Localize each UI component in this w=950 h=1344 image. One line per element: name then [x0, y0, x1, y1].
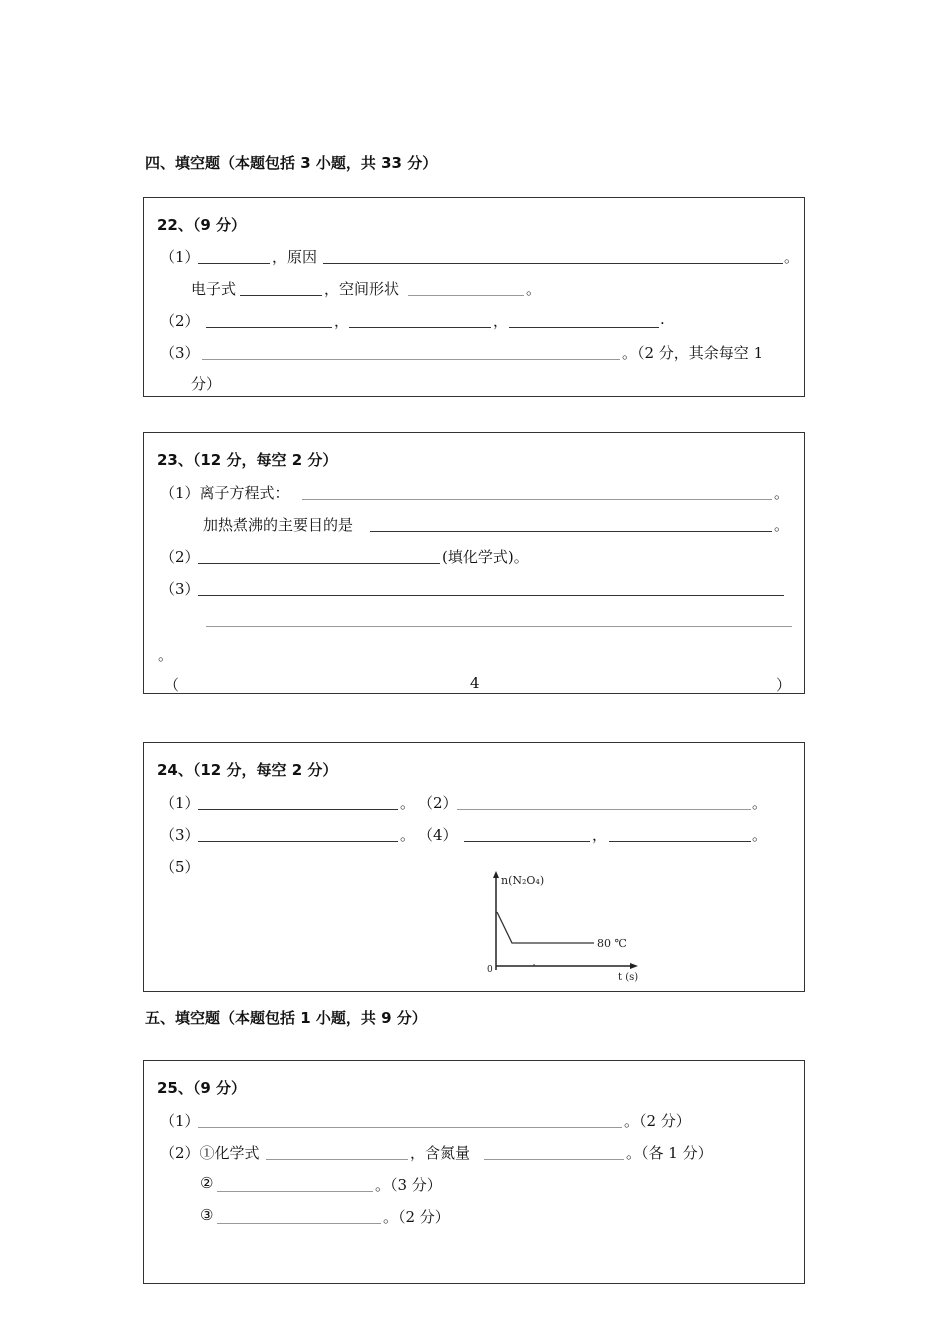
graph-curve-label: 80 ℃	[597, 937, 627, 950]
q25-p2b-end: 。（3 分）	[375, 1176, 442, 1194]
q22-p2-sep1: ，	[334, 312, 350, 330]
q24-p2-blank[interactable]	[457, 809, 751, 810]
q22-p1b-label: 电子式	[191, 280, 237, 298]
graph-origin: 0	[487, 965, 493, 975]
q23-p3-blank-a[interactable]	[198, 595, 784, 596]
q22-p3-blank[interactable]	[202, 359, 620, 360]
q23-p1b-blank[interactable]	[370, 531, 772, 532]
q22-p1b-blank-b[interactable]	[408, 295, 524, 296]
graph-y-label: n(N₂O₄)	[501, 874, 545, 887]
q22-p2-label: （2）	[160, 312, 200, 330]
section-4-title: 四、填空题（本题包括 3 小题，共 33 分）	[145, 154, 438, 172]
q22-p2-blank-b[interactable]	[349, 327, 491, 328]
q25-p2c-end: 。（2 分）	[383, 1208, 450, 1226]
q24-p3-label: （3）	[160, 826, 200, 844]
section-5-title: 五、填空题（本题包括 1 小题，共 9 分）	[145, 1009, 427, 1027]
q25-p2c-blank[interactable]	[217, 1223, 381, 1224]
q23-p2-blank[interactable]	[198, 563, 440, 564]
q23-p2-label: （2）	[160, 548, 200, 566]
q25-p1-blank[interactable]	[198, 1127, 622, 1128]
q25-p2-label: （2）①化学式	[160, 1144, 260, 1162]
q25-p1-end: 。（2 分）	[624, 1112, 691, 1130]
q25-p2b-label: ②	[200, 1174, 214, 1192]
q25-p2-blank-b[interactable]	[484, 1159, 624, 1160]
q22-p1-label: （1）	[160, 248, 200, 266]
q22-p1b-end: 。	[526, 280, 542, 298]
q24-p2-label: （2）	[418, 794, 458, 812]
q23-foot-right: ）	[776, 676, 792, 694]
q22-p2-blank-a[interactable]	[206, 327, 332, 328]
q24-p4-label: （4）	[418, 826, 458, 844]
q25-header: 25、（9 分）	[157, 1079, 247, 1097]
q24-p4-blank-b[interactable]	[609, 841, 751, 842]
q22-p2-end: .	[660, 310, 665, 328]
q22-p3-end: 。（2 分，其余每空 1	[622, 344, 764, 362]
q23-p2-end: (填化学式)。	[442, 548, 529, 566]
q25-p2-mid: ，含氮量	[410, 1144, 471, 1162]
q23-header: 23、（12 分，每空 2 分）	[157, 451, 338, 469]
q24-header: 24、（12 分，每空 2 分）	[157, 761, 338, 779]
q24-p2-end: 。	[752, 794, 768, 812]
q23-p1-blank[interactable]	[302, 499, 772, 500]
q23-p1-label: （1）离子方程式：	[160, 484, 290, 502]
q23-p3-blank-b[interactable]	[206, 626, 792, 627]
q23-foot-mid: 4	[470, 674, 480, 692]
q23-p1-end: 。	[774, 484, 790, 502]
q22-p1b-blank-a[interactable]	[240, 295, 322, 296]
q22-p1-mid: ，原因	[272, 248, 318, 266]
n2o4-curve	[497, 912, 594, 943]
graph-x-label: t (s)	[618, 972, 639, 982]
x-axis-arrow-icon	[630, 963, 638, 969]
y-axis-arrow-icon	[493, 871, 499, 878]
n-n2o4-vs-time-graph	[484, 870, 644, 982]
q23-end-mark: 。	[158, 646, 174, 664]
q25-p2b-blank[interactable]	[217, 1191, 373, 1192]
q23-p1b-label: 加热煮沸的主要目的是	[203, 516, 354, 534]
q25-p2-blank-a[interactable]	[266, 1159, 408, 1160]
q22-header: 22、（9 分）	[157, 216, 247, 234]
q25-p2-end: 。（各 1 分）	[626, 1144, 713, 1162]
q24-p4-sep: ，	[592, 826, 608, 844]
q24-p3-end: 。	[400, 826, 416, 844]
q24-p4-end: 。	[752, 826, 768, 844]
q22-p3-cont: 分）	[191, 375, 222, 393]
q23-p3-label: （3）	[160, 580, 200, 598]
q22-p1b-mid: ，空间形状	[324, 280, 400, 298]
q22-p1-blank-b[interactable]	[323, 263, 783, 264]
q24-p4-blank-a[interactable]	[464, 841, 590, 842]
q22-p1-blank-a[interactable]	[198, 263, 270, 264]
q25-p1-label: （1）	[160, 1112, 200, 1130]
q24-p1-blank[interactable]	[198, 809, 398, 810]
q23-foot-left: （	[164, 676, 180, 694]
q23-p1b-end: 。	[774, 516, 790, 534]
q22-p1-end: 。	[784, 248, 800, 266]
q24-p3-blank[interactable]	[198, 841, 398, 842]
q25-p2c-label: ③	[200, 1206, 214, 1224]
q22-p2-blank-c[interactable]	[509, 327, 659, 328]
q24-p1-label: （1）	[160, 794, 200, 812]
q24-p5-label: （5）	[160, 858, 200, 876]
q22-p3-label: （3）	[160, 344, 200, 362]
q22-p2-sep2: ，	[493, 312, 509, 330]
q24-p1-end: 。	[400, 794, 416, 812]
